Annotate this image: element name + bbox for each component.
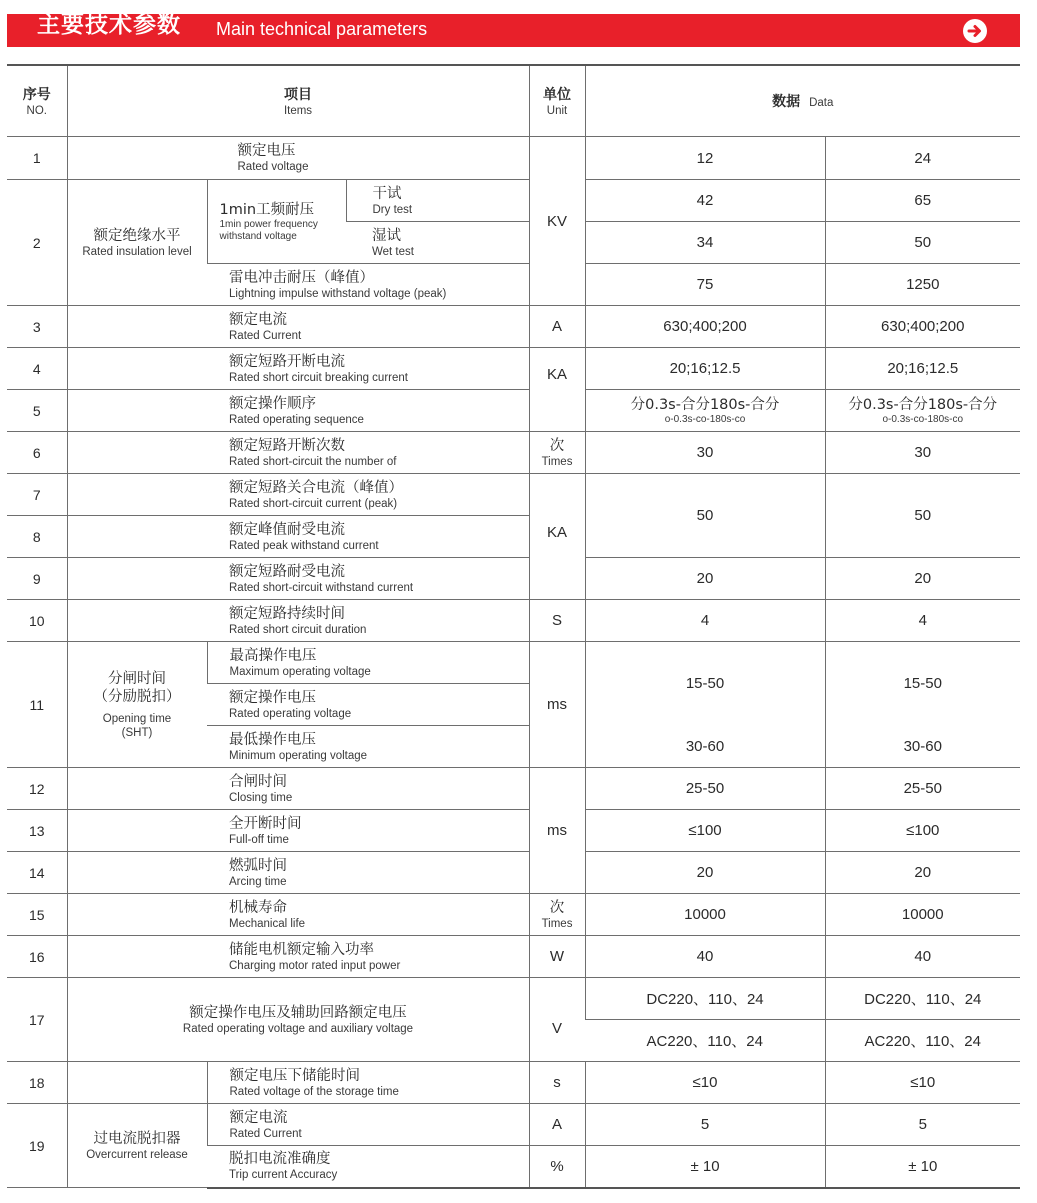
row-item: 额定电流 Rated Current (207, 1104, 529, 1146)
value-cell: 5 (585, 1104, 825, 1146)
row-unit: s (529, 1062, 585, 1104)
value-cell: 4 (825, 600, 1020, 642)
row-no: 16 (7, 936, 67, 978)
row-unit: ms (529, 642, 585, 768)
row-item: 额定短路持续时间 Rated short circuit duration (207, 600, 529, 642)
table-row (7, 852, 1020, 894)
row-item: 雷电冲击耐压（峰值） Lightning impulse withstand voltage (peak) (207, 264, 529, 306)
table-row (7, 432, 1020, 474)
row-group: 分闸时间 （分励脱扣） Opening time (SHT) (67, 642, 207, 768)
row-no: 9 (7, 558, 67, 600)
value-cell: 20;16;12.5 (585, 348, 825, 390)
row-unit: V (529, 978, 585, 1062)
table-row (7, 894, 1020, 936)
banner-title-zh: 主要技术参数 (37, 12, 181, 38)
value-cell: 20 (585, 852, 825, 894)
value-cell: ± 10 (585, 1146, 825, 1188)
row-no: 7 (7, 474, 67, 516)
row-item: 最低操作电压 Minimum operating voltage (207, 726, 529, 768)
value-cell: 15-50 (825, 642, 1020, 726)
row-item: 额定短路关合电流（峰值） Rated short-circuit current (peak) (207, 474, 529, 516)
header-unit: 单位 Unit (529, 65, 585, 137)
value-cell: 4 (585, 600, 825, 642)
value-cell: 30 (585, 432, 825, 474)
row-item: 额定短路开断次数 Rated short-circuit the number of (207, 432, 529, 474)
row-unit: S (529, 600, 585, 642)
row-item: 额定操作电压 Rated operating voltage (207, 684, 529, 726)
value-cell: 30-60 (825, 726, 1020, 768)
value-cell: 40 (585, 936, 825, 978)
header-no: 序号 NO. (7, 65, 67, 137)
table-row (7, 1104, 1020, 1146)
value-cell: 50 (825, 474, 1020, 558)
row-no: 1 (7, 137, 67, 180)
row-item: 全开断时间 Full-off time (207, 810, 529, 852)
value-cell: 1250 (825, 264, 1020, 306)
value-cell: 分0.3s-合分180s-合分 o-0.3s-co-180s-co (585, 390, 825, 432)
value-cell: DC220、110、24 (825, 978, 1020, 1020)
row-subgroup: 1min工频耐压 1min power frequency withstand voltage (207, 180, 346, 264)
row-no: 15 (7, 894, 67, 936)
table-row (7, 978, 1020, 1020)
banner-title-en: Main technical parameters (216, 19, 428, 39)
row-no: 14 (7, 852, 67, 894)
value-cell: 30 (825, 432, 1020, 474)
row-item: 额定电流 Rated Current (207, 306, 529, 348)
value-cell: 50 (585, 474, 825, 558)
value-cell: ≤10 (585, 1062, 825, 1104)
value-cell: AC220、110、24 (825, 1020, 1020, 1062)
value-cell: 20 (825, 558, 1020, 600)
row-item: 合闸时间 Closing time (207, 768, 529, 810)
value-cell: 分0.3s-合分180s-合分 o-0.3s-co-180s-co (825, 390, 1020, 432)
value-cell: ≤10 (825, 1062, 1020, 1104)
table-row (7, 137, 1020, 180)
row-no: 17 (7, 978, 67, 1062)
row-item: 额定短路耐受电流 Rated short-circuit withstand current (207, 558, 529, 600)
table-row (7, 306, 1020, 348)
table-row (7, 180, 1020, 222)
row-item: 湿试 Wet test (346, 222, 529, 264)
value-cell: 42 (585, 180, 825, 222)
row-no: 11 (7, 642, 67, 768)
row-item: 额定操作顺序 Rated operating sequence (207, 390, 529, 432)
row-unit: ms (529, 768, 585, 894)
row-no: 13 (7, 810, 67, 852)
row-group: 过电流脱扣器 Overcurrent release (67, 1104, 207, 1188)
value-cell: 630;400;200 (585, 306, 825, 348)
row-unit: 次 Times (529, 432, 585, 474)
row-no: 2 (7, 180, 67, 306)
row-item: 额定峰值耐受电流 Rated peak withstand current (207, 516, 529, 558)
value-cell: 65 (825, 180, 1020, 222)
value-cell: 10000 (825, 894, 1020, 936)
row-no: 4 (7, 348, 67, 390)
value-cell: 10000 (585, 894, 825, 936)
table-row (7, 1062, 1020, 1104)
value-cell: ± 10 (825, 1146, 1020, 1188)
value-cell: ≤100 (825, 810, 1020, 852)
row-unit: A (529, 1104, 585, 1146)
value-cell: ≤100 (585, 810, 825, 852)
value-cell: 25-50 (825, 768, 1020, 810)
value-cell: 630;400;200 (825, 306, 1020, 348)
table-row (7, 768, 1020, 810)
table-row (7, 810, 1020, 852)
header-data: 数据 Data (585, 65, 1020, 137)
row-item: 额定短路开断电流 Rated short circuit breaking current (207, 348, 529, 390)
value-cell: 25-50 (585, 768, 825, 810)
value-cell: AC220、110、24 (585, 1020, 825, 1062)
row-no: 3 (7, 306, 67, 348)
table-row (7, 390, 1020, 432)
value-cell: 15-50 (585, 642, 825, 726)
value-cell: 20;16;12.5 (825, 348, 1020, 390)
row-no: 12 (7, 768, 67, 810)
table-header-row (7, 65, 1020, 137)
value-cell: 30-60 (585, 726, 825, 768)
row-unit: 次 Times (529, 894, 585, 936)
row-group: 额定绝缘水平 Rated insulation level (67, 180, 207, 306)
value-cell: 20 (585, 558, 825, 600)
table-row (7, 642, 1020, 684)
row-no: 5 (7, 390, 67, 432)
table-row (7, 936, 1020, 978)
row-no: 19 (7, 1104, 67, 1188)
section-banner (7, 14, 1020, 47)
arrow-right-circle-icon[interactable] (963, 19, 987, 43)
row-unit: W (529, 936, 585, 978)
row-no: 10 (7, 600, 67, 642)
row-item: 燃弧时间 Arcing time (207, 852, 529, 894)
value-cell: 5 (825, 1104, 1020, 1146)
row-no: 6 (7, 432, 67, 474)
table-row (7, 474, 1020, 516)
row-unit: % (529, 1146, 585, 1188)
value-cell: 34 (585, 222, 825, 264)
row-no: 8 (7, 516, 67, 558)
row-item: 额定电压下储能时间 Rated voltage of the storage time (207, 1062, 529, 1104)
row-item: 脱扣电流准确度 Trip current Accuracy (207, 1146, 529, 1188)
row-unit: KA (529, 474, 585, 600)
row-no: 18 (7, 1062, 67, 1104)
value-cell: 75 (585, 264, 825, 306)
row-item: 机械寿命 Mechanical life (207, 894, 529, 936)
value-cell: 50 (825, 222, 1020, 264)
header-items: 项目 Items (67, 65, 529, 137)
row-unit: A (529, 306, 585, 348)
value-cell: 12 (585, 137, 825, 180)
value-cell: 20 (825, 852, 1020, 894)
value-cell: 24 (825, 137, 1020, 180)
row-item: 储能电机额定输入功率 Charging motor rated input power (207, 936, 529, 978)
row-item: 干试 Dry test (346, 180, 529, 222)
table-row (7, 558, 1020, 600)
row-item: 最高操作电压 Maximum operating voltage (207, 642, 529, 684)
value-cell: 40 (825, 936, 1020, 978)
value-cell: DC220、110、24 (585, 978, 825, 1020)
table-row (7, 600, 1020, 642)
row-item: 额定电压 Rated voltage (67, 137, 529, 180)
technical-parameters-table (7, 64, 1020, 1189)
row-unit: KA (529, 348, 585, 432)
table-row (7, 348, 1020, 390)
row-item: 额定操作电压及辅助回路额定电压 Rated operating voltage and auxiliary voltage (67, 978, 529, 1062)
row-unit: KV (529, 137, 585, 306)
